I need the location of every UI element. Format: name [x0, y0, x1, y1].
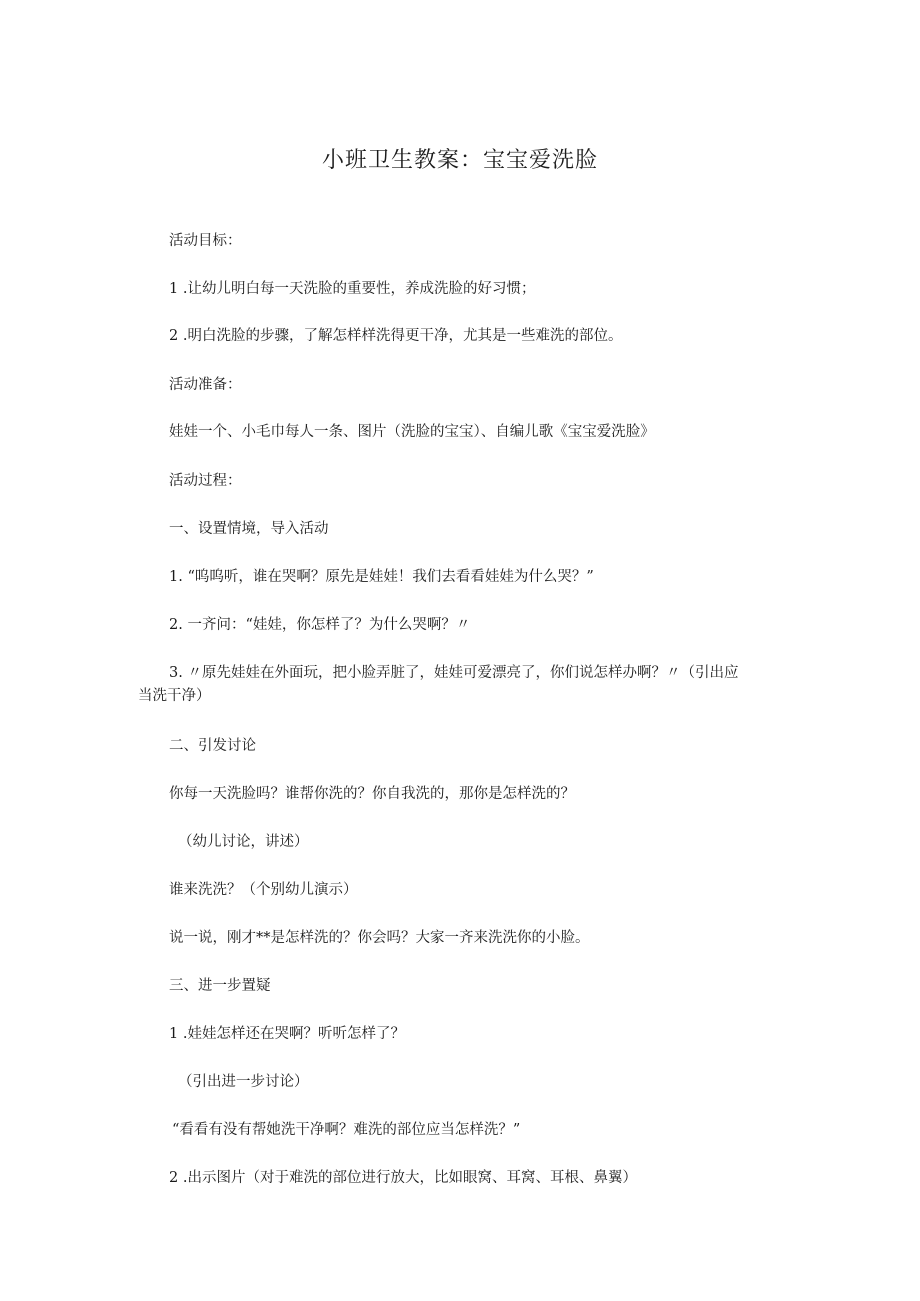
step-1-item-3-continued: 当洗干净） — [138, 688, 211, 704]
step-3-quote: “看看有没有帮她洗干净啊？难洗的部位应当怎样洗？” — [172, 1122, 521, 1138]
section-heading-process: 活动过程： — [169, 473, 242, 489]
step-3-item-2: 2 .出示图片（对于难洗的部位进行放大，比如眼窝、耳窝、耳根、鼻翼） — [169, 1170, 637, 1186]
step-heading-2: 二、引发讨论 — [169, 738, 256, 754]
section-heading-preparation: 活动准备： — [169, 377, 242, 393]
discussion-note: （幼儿讨论，讲述） — [178, 834, 309, 850]
step-3-note: （引出进一步讨论） — [178, 1074, 309, 1090]
step-1-item-3: 3. 〃原先娃娃在外面玩，把小脸弄脏了，娃娃可爱漂亮了，你们说怎样办啊？〃（引出应 — [169, 665, 739, 681]
step-1-item-1: 1. “呜呜听，谁在哭啊？原先是娃娃！我们去看看娃娃为什么哭？” — [169, 569, 594, 585]
practice-text: 说一说，刚才**是怎样洗的？你会吗？大家一齐来洗洗你的小脸。 — [169, 930, 590, 946]
step-heading-1: 一、设置情境，导入活动 — [169, 521, 329, 537]
step-heading-3: 三、进一步置疑 — [169, 978, 271, 994]
discussion-question: 你每一天洗脸吗？谁帮你洗的？你自我洗的，那你是怎样洗的？ — [169, 786, 575, 802]
step-1-item-2: 2. 一齐问：“娃娃，你怎样了？为什么哭啊？〃 — [169, 617, 471, 633]
goal-item-2: 2 .明白洗脸的步骤，了解怎样样洗得更干净，尤其是一些难洗的部位。 — [169, 328, 623, 344]
step-3-item-1: 1 .娃娃怎样还在哭啊？听听怎样了？ — [169, 1026, 405, 1042]
demonstration-text: 谁来洗洗？（个别幼儿演示） — [169, 882, 358, 898]
preparation-text: 娃娃一个、小毛巾每人一条、图片（洗脸的宝宝）、自编儿歌《宝宝爱洗脸》 — [169, 424, 655, 440]
goal-item-1: 1 .让幼儿明白每一天洗脸的重要性，养成洗脸的好习惯； — [169, 281, 536, 297]
document-title: 小班卫生教案：宝宝爱洗脸 — [321, 148, 598, 173]
section-heading-goals: 活动目标： — [169, 233, 242, 249]
